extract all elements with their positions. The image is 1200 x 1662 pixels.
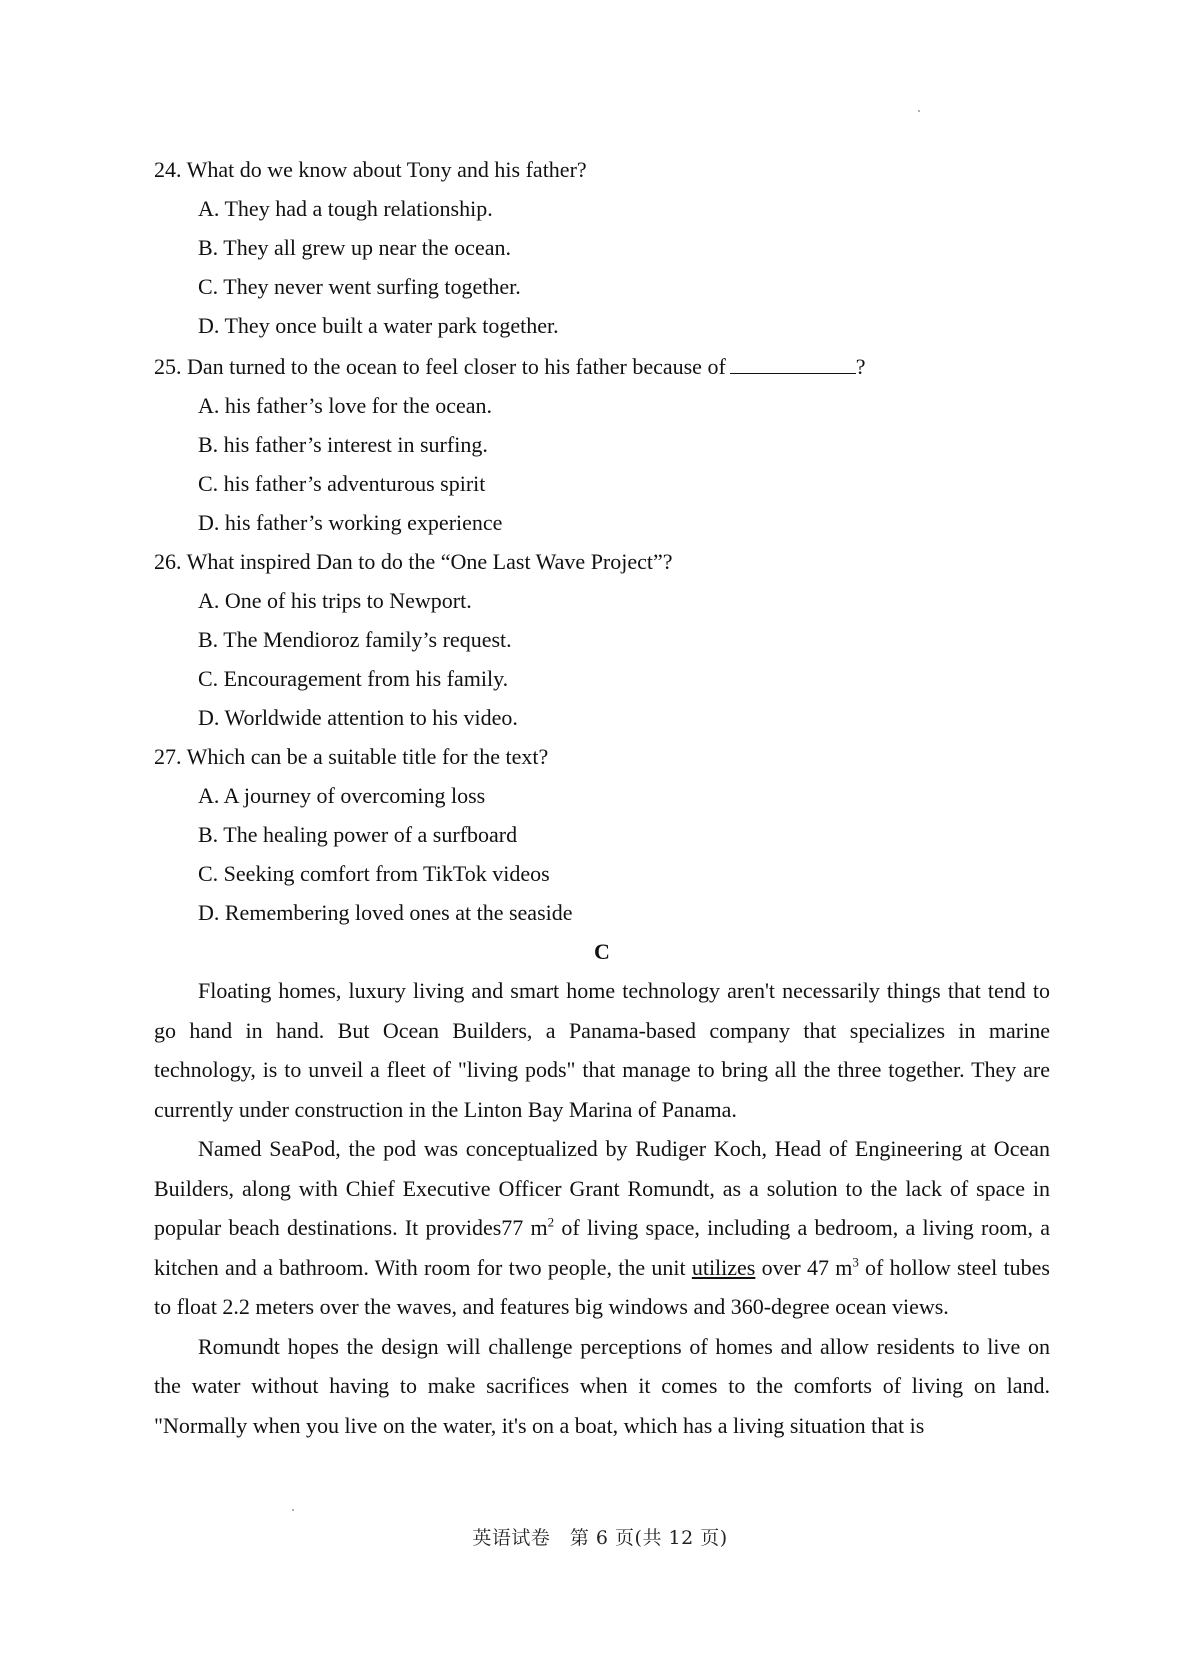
answer-option: B. his father’s interest in surfing. <box>198 432 488 457</box>
answer-option: A. his father’s love for the ocean. <box>198 393 493 418</box>
passage-paragraph <box>154 1129 1050 1327</box>
answer-option: D. his father’s working experience <box>198 510 503 535</box>
speck-mark <box>918 110 920 112</box>
answer-option: B. The healing power of a surfboard <box>198 822 518 847</box>
passage-text: Named SeaPod, the pod was conceptualized by Rudiger Koch, Head of Engineering at Ocean Builders, along with Chief Executive Officer Grant Romundt, as a solution to the lack of space in popular beach destinations. It provides77 m <box>154 1136 1050 1240</box>
question-stem: 26. What inspired Dan to do the “One Last Wave Project”? <box>154 549 673 574</box>
underlined-word: utilizes <box>691 1254 756 1280</box>
passage-paragraph: Romundt hopes the design will challenge perceptions of homes and allow residents to live on the water without having to make sacrifices when it comes to the comforts of living on land. "Normally when you live on the water, it's on a boat, which has a living situation that is <box>154 1333 1050 1438</box>
answer-option: C. Seeking comfort from TikTok videos <box>198 861 550 886</box>
passage-text: of hollow steel tubes to float 2.2 meters over the waves, and features big windows and 360-degree ocean views. <box>154 1254 1050 1319</box>
answer-option: C. They never went surfing together. <box>198 274 521 299</box>
answer-blank <box>730 353 856 374</box>
answer-option: C. his father’s adventurous spirit <box>198 471 486 496</box>
question-stem: 27. Which can be a suitable title for the text? <box>154 744 549 769</box>
answer-option: B. They all grew up near the ocean. <box>198 235 511 260</box>
page-content <box>154 150 1050 1445</box>
page-footer: 英语试卷 第 6 页(共 12 页) <box>472 1527 728 1549</box>
answer-option: D. Remembering loved ones at the seaside <box>198 900 573 925</box>
question-stem: 24. What do we know about Tony and his father? <box>154 157 587 182</box>
superscript: 2 <box>547 1214 555 1230</box>
answer-option: D. Worldwide attention to his video. <box>198 705 518 730</box>
passage-paragraph: Floating homes, luxury living and smart home technology aren't necessarily things that tend to go hand in hand. But Ocean Builders, a Panama-based company that specializes in marine technology, is to unveil a fleet of "living pods" that manage to bring all the three together. They are currently under construction in the Linton Bay Marina of Panama. <box>154 978 1050 1122</box>
passage-text: of living space, including a bedroom, a living room, a kitchen and a bathroom. With room for two people, the unit <box>154 1215 1050 1280</box>
answer-option: D. They once built a water park together. <box>198 313 559 338</box>
question-stem <box>154 347 1050 386</box>
question-stem-end: ? <box>855 354 866 379</box>
answer-option: A. One of his trips to Newport. <box>198 588 472 613</box>
question-stem-text: 25. Dan turned to the ocean to feel closer to his father because of <box>154 354 726 379</box>
answer-option: C. Encouragement from his family. <box>198 666 509 691</box>
answer-option: B. The Mendioroz family’s request. <box>198 627 512 652</box>
speck-mark <box>292 1509 294 1511</box>
passage-text: over 47 m <box>755 1254 853 1280</box>
answer-option: A. They had a tough relationship. <box>198 196 493 221</box>
answer-option: A. A journey of overcoming loss <box>198 783 486 808</box>
superscript: 3 <box>852 1254 859 1270</box>
section-heading: C <box>594 939 610 964</box>
